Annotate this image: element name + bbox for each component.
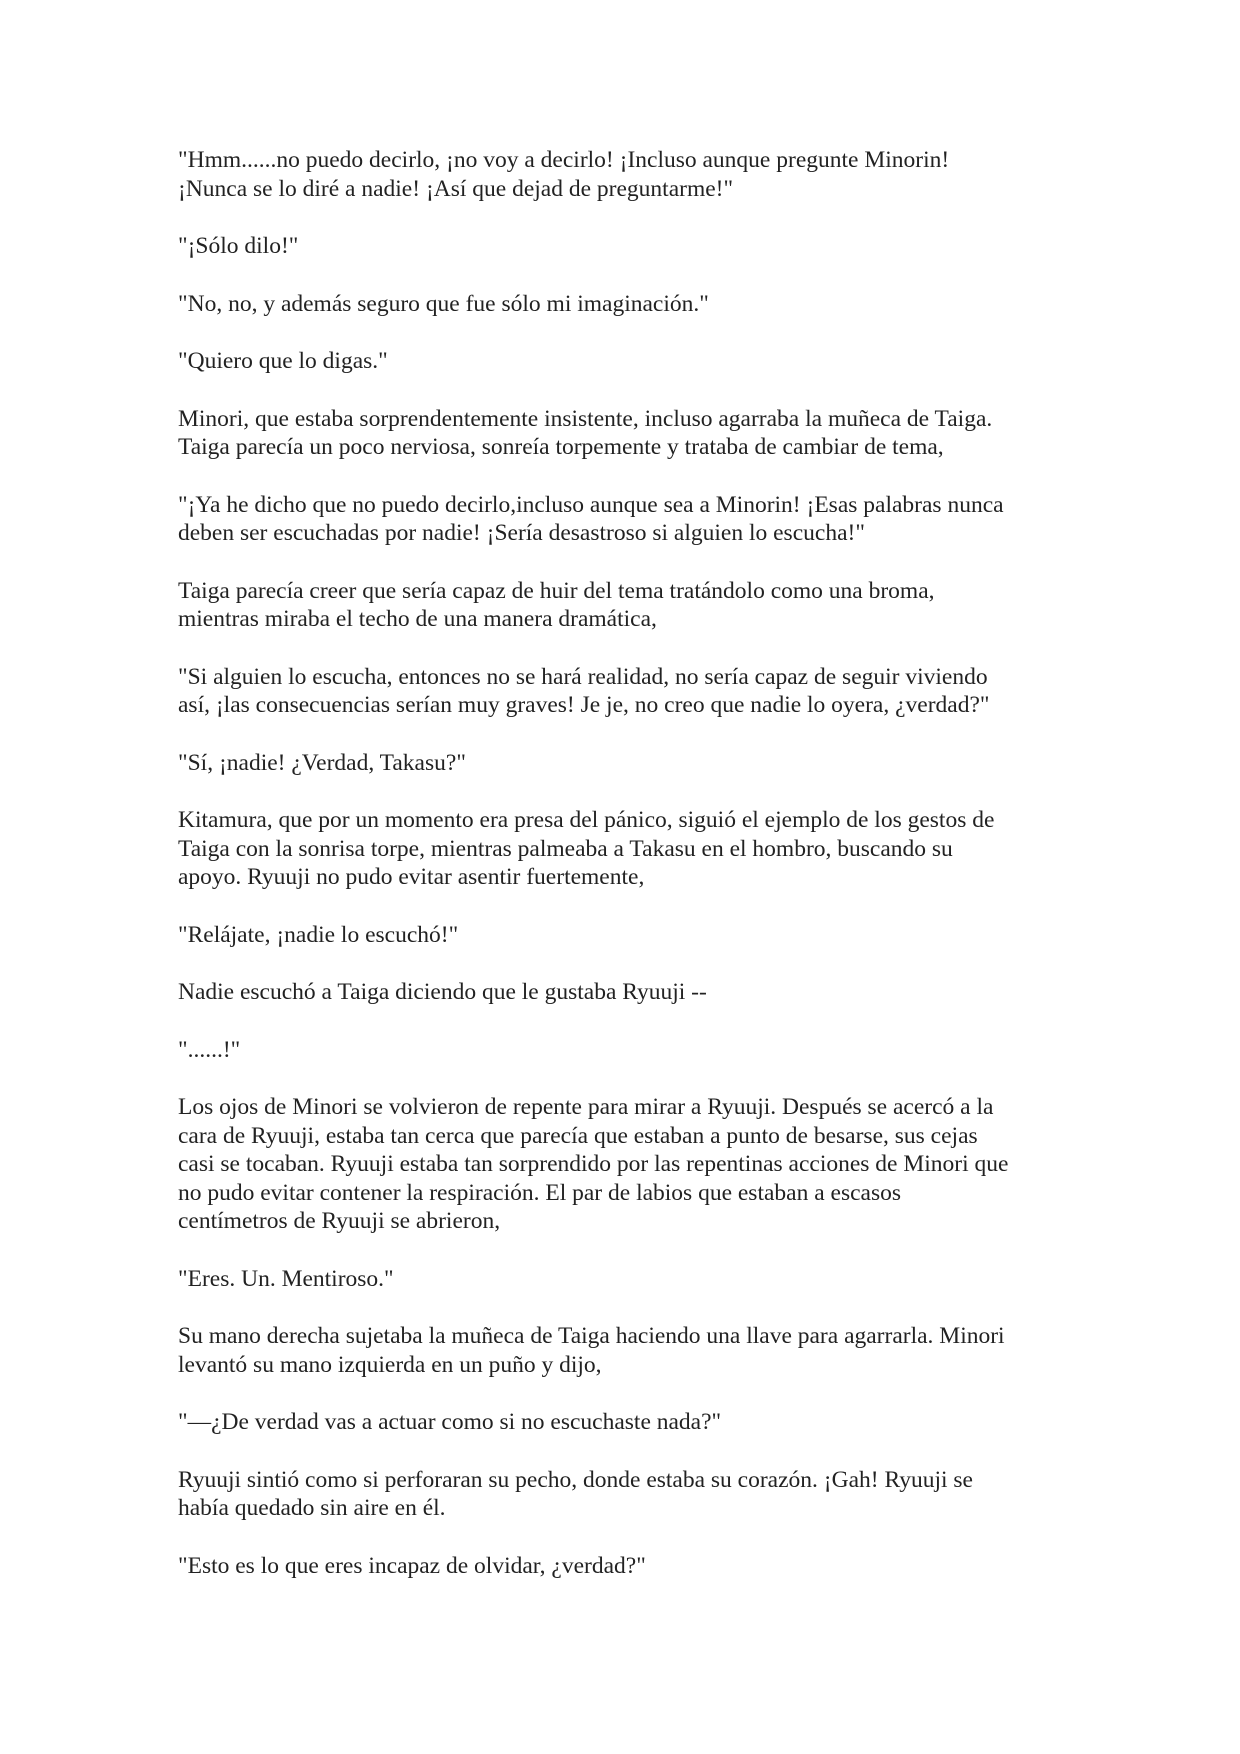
text-line: Taiga parecía un poco nerviosa, sonreía torpemente y trataba de cambiar de tema,: [178, 434, 944, 460]
text-line: cara de Ryuuji, estaba tan cerca que parecía que estaban a punto de besarse, sus cejas: [178, 1122, 978, 1149]
paragraph: [178, 749, 1090, 778]
text-line: Kitamura, que por un momento era presa del pánico, siguió el ejemplo de los gestos de: [178, 807, 995, 833]
text-line: "Relájate, ¡nadie lo escuchó!": [178, 921, 459, 948]
paragraph: [178, 1265, 1090, 1294]
paragraph: [178, 232, 1090, 261]
paragraph: [178, 806, 1090, 892]
text-line: "Si alguien lo escucha, entonces no se hará realidad, no sería capaz de seguir viviendo: [178, 663, 988, 690]
paragraph: [178, 405, 1090, 462]
text-line: mientras miraba el techo de una manera dramática,: [178, 606, 657, 632]
paragraph: [178, 1322, 1090, 1379]
text-line: Su mano derecha sujetaba la muñeca de Taiga haciendo una llave para agarrarla. Minori: [178, 1323, 1005, 1349]
text-line: "Hmm......no puedo decirlo, ¡no voy a decirlo! ¡Incluso aunque pregunte Minorin!: [178, 147, 950, 173]
text-body: [178, 146, 1090, 1580]
paragraph: [178, 491, 1090, 548]
text-line: "Sí, ¡nadie! ¿Verdad, Takasu?": [178, 749, 466, 776]
paragraph: [178, 1552, 1090, 1581]
text-line: casi se tocaban. Ryuuji estaba tan sorprendido por las repentinas acciones de Minori que: [178, 1151, 1009, 1177]
text-line: Ryuuji sintió como si perforaran su pecho, donde estaba su corazón. ¡Gah! Ryuuji se: [178, 1466, 973, 1493]
text-line: "Quiero que lo digas.": [178, 348, 388, 374]
text-line: Nadie escuchó a Taiga diciendo que le gustaba Ryuuji --: [178, 979, 707, 1005]
paragraph: [178, 1408, 1090, 1437]
text-line: "No, no, y además seguro que fue sólo mi imaginación.": [178, 290, 709, 317]
text-line: "¡Sólo dilo!": [178, 233, 299, 259]
paragraph: [178, 978, 1090, 1007]
paragraph: [178, 1466, 1090, 1523]
text-line: no pudo evitar contener la respiración. El par de labios que estaban a escasos: [178, 1179, 902, 1206]
text-line: "Eres. Un. Mentiroso.": [178, 1265, 394, 1292]
text-line: Taiga con la sonrisa torpe, mientras palmeaba a Takasu en el hombro, buscando su: [178, 835, 953, 862]
text-line: "Esto es lo que eres incapaz de olvidar, ¿verdad?": [178, 1552, 646, 1579]
paragraph: [178, 577, 1090, 634]
text-line: había quedado sin aire en él.: [178, 1495, 446, 1521]
text-line: Los ojos de Minori se volvieron de repente para mirar a Ryuuji. Después se acercó a la: [178, 1094, 994, 1120]
paragraph: [178, 1093, 1090, 1236]
text-line: deben ser escuchadas por nadie! ¡Sería desastroso si alguien lo escucha!": [178, 520, 865, 546]
text-line: Minori, que estaba sorprendentemente insistente, incluso agarraba la muñeca de Taiga.: [178, 405, 993, 432]
text-line: así, ¡las consecuencias serían muy graves! Je je, no creo que nadie lo oyera, ¿verdad?": [178, 692, 990, 718]
text-line: "......!": [178, 1036, 241, 1063]
text-line: centímetros de Ryuuji se abrieron,: [178, 1208, 501, 1234]
paragraph: [178, 663, 1090, 720]
text-line: "¡Ya he dicho que no puedo decirlo,incluso aunque sea a Minorin! ¡Esas palabras nunca: [178, 491, 1004, 518]
text-line: ¡Nunca se lo diré a nadie! ¡Así que dejad de preguntarme!": [178, 175, 734, 202]
text-line: "—¿De verdad vas a actuar como si no escuchaste nada?": [178, 1409, 722, 1435]
paragraph: [178, 1036, 1090, 1065]
paragraph: [178, 146, 1090, 203]
paragraph: [178, 290, 1090, 319]
text-line: levantó su mano izquierda en un puño y dijo,: [178, 1351, 602, 1378]
paragraph: [178, 347, 1090, 376]
text-line: Taiga parecía creer que sería capaz de huir del tema tratándolo como una broma,: [178, 577, 935, 604]
text-line: apoyo. Ryuuji no pudo evitar asentir fuertemente,: [178, 864, 645, 890]
paragraph: [178, 921, 1090, 950]
